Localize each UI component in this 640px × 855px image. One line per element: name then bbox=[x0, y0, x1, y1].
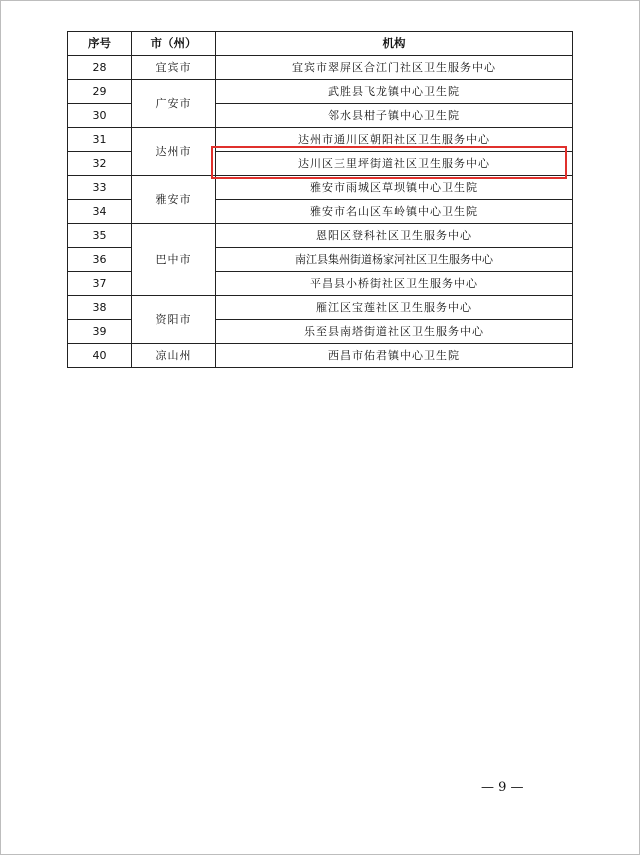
header-city: 市（州） bbox=[132, 32, 216, 56]
row-seq: 32 bbox=[68, 152, 132, 176]
row-seq: 31 bbox=[68, 128, 132, 152]
row-institution: 武胜县飞龙镇中心卫生院 bbox=[216, 80, 573, 104]
row-institution: 恩阳区登科社区卫生服务中心 bbox=[216, 224, 573, 248]
row-seq: 36 bbox=[68, 248, 132, 272]
row-institution: 宜宾市翠屏区合江门社区卫生服务中心 bbox=[216, 56, 573, 80]
row-seq: 38 bbox=[68, 296, 132, 320]
table-body bbox=[68, 56, 573, 368]
row-city: 达州市 bbox=[132, 128, 216, 176]
table-row bbox=[68, 80, 573, 104]
row-institution: 雁江区宝莲社区卫生服务中心 bbox=[216, 296, 573, 320]
table-row bbox=[68, 176, 573, 200]
header-row bbox=[68, 32, 573, 56]
row-seq: 30 bbox=[68, 104, 132, 128]
row-seq: 28 bbox=[68, 56, 132, 80]
table-row bbox=[68, 56, 573, 80]
row-institution: 达川区三里坪街道社区卫生服务中心 bbox=[216, 152, 573, 176]
row-seq: 29 bbox=[68, 80, 132, 104]
row-seq: 34 bbox=[68, 200, 132, 224]
row-seq: 40 bbox=[68, 344, 132, 368]
table-row bbox=[68, 224, 573, 248]
row-city: 巴中市 bbox=[132, 224, 216, 296]
row-institution: 达州市通川区朝阳社区卫生服务中心 bbox=[216, 128, 573, 152]
table-row bbox=[68, 296, 573, 320]
row-seq: 39 bbox=[68, 320, 132, 344]
row-seq: 33 bbox=[68, 176, 132, 200]
table-row bbox=[68, 344, 573, 368]
row-institution: 南江县集州街道杨家河社区卫生服务中心 bbox=[216, 248, 573, 272]
row-seq: 35 bbox=[68, 224, 132, 248]
row-seq: 37 bbox=[68, 272, 132, 296]
row-institution: 雅安市名山区车岭镇中心卫生院 bbox=[216, 200, 573, 224]
page-number: — 9 — bbox=[481, 780, 524, 795]
row-institution: 雅安市雨城区草坝镇中心卫生院 bbox=[216, 176, 573, 200]
header-seq: 序号 bbox=[68, 32, 132, 56]
table-row bbox=[68, 128, 573, 152]
row-city: 资阳市 bbox=[132, 296, 216, 344]
institution-table bbox=[67, 31, 573, 368]
table-header bbox=[68, 32, 573, 56]
row-institution: 乐至县南塔街道社区卫生服务中心 bbox=[216, 320, 573, 344]
row-city: 广安市 bbox=[132, 80, 216, 128]
row-city: 雅安市 bbox=[132, 176, 216, 224]
row-city: 凉山州 bbox=[132, 344, 216, 368]
header-institution: 机构 bbox=[216, 32, 573, 56]
row-city: 宜宾市 bbox=[132, 56, 216, 80]
row-institution: 邻水县柑子镇中心卫生院 bbox=[216, 104, 573, 128]
row-institution: 西昌市佑君镇中心卫生院 bbox=[216, 344, 573, 368]
row-institution: 平昌县小桥街社区卫生服务中心 bbox=[216, 272, 573, 296]
